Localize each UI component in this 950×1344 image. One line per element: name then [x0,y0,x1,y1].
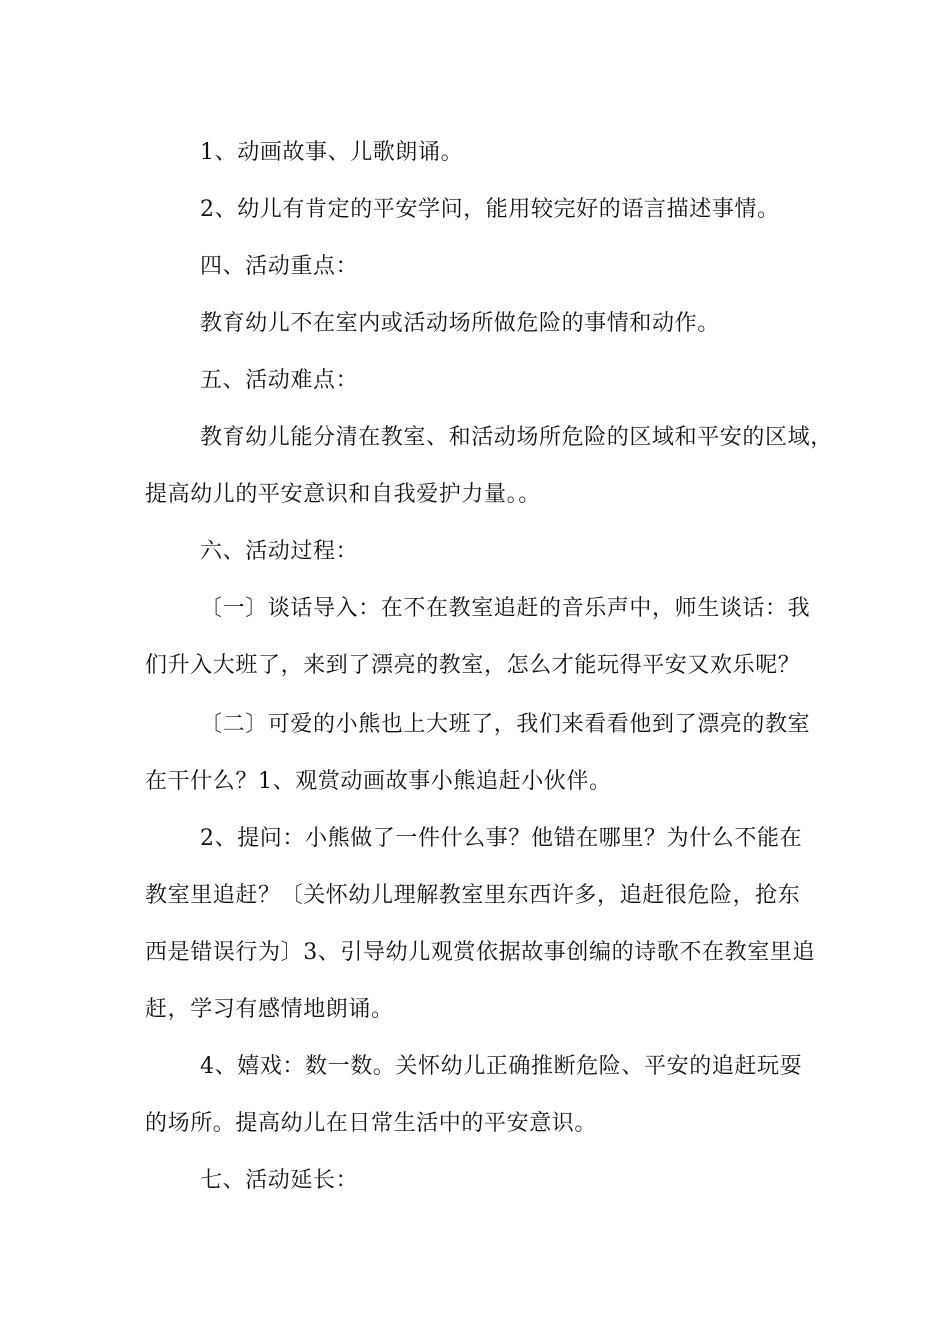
text-line-14: 教室里追赶？〔关怀幼儿理解教室里东西许多，追赶很危险，抢东 [145,883,801,908]
text-line-18: 的场所。提高幼儿在日常生活中的平安意识。 [145,1111,598,1136]
text-line-11: 〔二〕可爱的小熊也上大班了，我们来看看他到了漂亮的教室 [200,712,811,737]
text-line-4: 教育幼儿不在室内或活动场所做危险的事情和动作。 [200,311,720,336]
text-line-9: 〔一〕谈话导入：在不在教室追赶的音乐声中，师生谈话：我 [200,596,811,621]
text-line-2: 2、幼儿有肯定的平安学问，能用较完好的语言描述事情。 [200,197,780,222]
text-line-6: 教育幼儿能分清在教室、和活动场所危险的区域和平安的区域， [200,425,833,450]
text-line-1: 1、动画故事、儿歌朗诵。 [200,140,464,165]
text-line-17: 4、嬉戏：数一数。关怀幼儿正确推断危险、平安的追赶玩耍 [200,1054,803,1079]
text-line-16: 赶，学习有感情地朗诵。 [145,997,394,1022]
text-line-12: 在干什么？1、观赏动画故事小熊追赶小伙伴。 [145,769,612,794]
section-heading-process: 六、活动过程： [200,539,359,564]
section-heading-extension: 七、活动延长： [200,1168,359,1193]
text-line-13: 2、提问：小熊做了一件什么事？他错在哪里？为什么不能在 [200,826,803,851]
section-heading-key-points: 四、活动重点： [200,254,359,279]
section-heading-difficulties: 五、活动难点： [200,368,359,393]
text-line-7: 提高幼儿的平安意识和自我爱护力量。。 [145,482,541,507]
text-line-15: 西是错误行为〕3、引导幼儿观赏依据故事创编的诗歌不在教室里追 [145,940,815,965]
text-line-10: 们升入大班了，来到了漂亮的教室，怎么才能玩得平安又欢乐呢？ [145,653,801,678]
